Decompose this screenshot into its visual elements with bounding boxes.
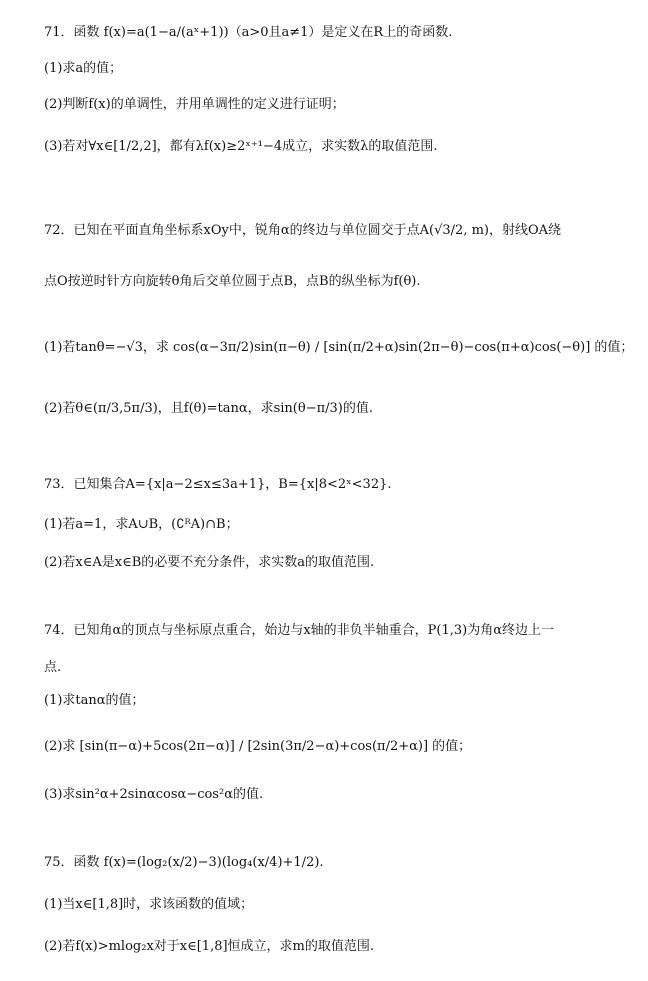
p72-line-1: 点O按逆时针方向旋转θ角后交单位圆于点B，点B的纵坐标为f(θ). xyxy=(44,274,421,289)
p72-line-2: (1)若tanθ=−√3，求 cos(α−3π/2)sin(π−θ) / [sin(π/2+α)sin(2π−θ)−cos(π+α)cos(−θ)] 的值； xyxy=(44,340,634,355)
p74-line-2: (1)求tanα的值； xyxy=(44,693,145,708)
p75-line-2: (2)若f(x)>mlog₂x对于x∈[1,8]恒成立，求m的取值范围. xyxy=(44,939,375,954)
p71-line-2: (2)判断f(x)的单调性，并用单调性的定义进行证明； xyxy=(44,97,345,112)
p74-line-4: (3)求sin²α+2sinαcosα−cos²α的值. xyxy=(44,787,264,802)
p74-line-1: 点. xyxy=(44,660,62,675)
p74-line-3: (2)求 [sin(π−α)+5cos(2π−α)] / [2sin(3π/2−α)+cos(π/2+α)] 的值； xyxy=(44,739,472,754)
p72-line-3: (2)若θ∈(π/3,5π/3)，且f(θ)=tanα，求sin(θ−π/3)的值. xyxy=(44,401,373,416)
p72-line-0: 72．已知在平面直角坐标系xOy中，锐角α的终边与单位圆交于点A(√3/2, m)，射线OA绕 xyxy=(44,223,562,238)
p71-line-3: (3)若对∀x∈[1/2,2]，都有λf(x)≥2ˣ⁺¹−4成立，求实数λ的取值范围. xyxy=(44,139,438,154)
p71-line-1: (1)求a的值； xyxy=(44,61,123,76)
p73-line-2: (2)若x∈A是x∈B的必要不充分条件，求实数a的取值范围. xyxy=(44,555,375,570)
p73-line-1: (1)若a=1，求A∪B，(∁ᴿA)∩B； xyxy=(44,517,239,532)
p75-line-0: 75．函数 f(x)=(log₂(x/2)−3)(log₄(x/4)+1/2). xyxy=(44,855,324,870)
p75-line-1: (1)当x∈[1,8]时，求该函数的值域； xyxy=(44,897,254,912)
p73-line-0: 73．已知集合A={x|a−2≤x≤3a+1}，B={x|8<2ˣ<32}. xyxy=(44,477,392,492)
p74-line-0: 74．已知角α的顶点与坐标原点重合，始边与x轴的非负半轴重合，P(1,3)为角α终边上一 xyxy=(44,623,554,638)
p71-line-0: 71．函数 f(x)=a(1−a/(aˣ+1))（a>0且a≠1）是定义在R上的奇函数. xyxy=(44,25,453,40)
